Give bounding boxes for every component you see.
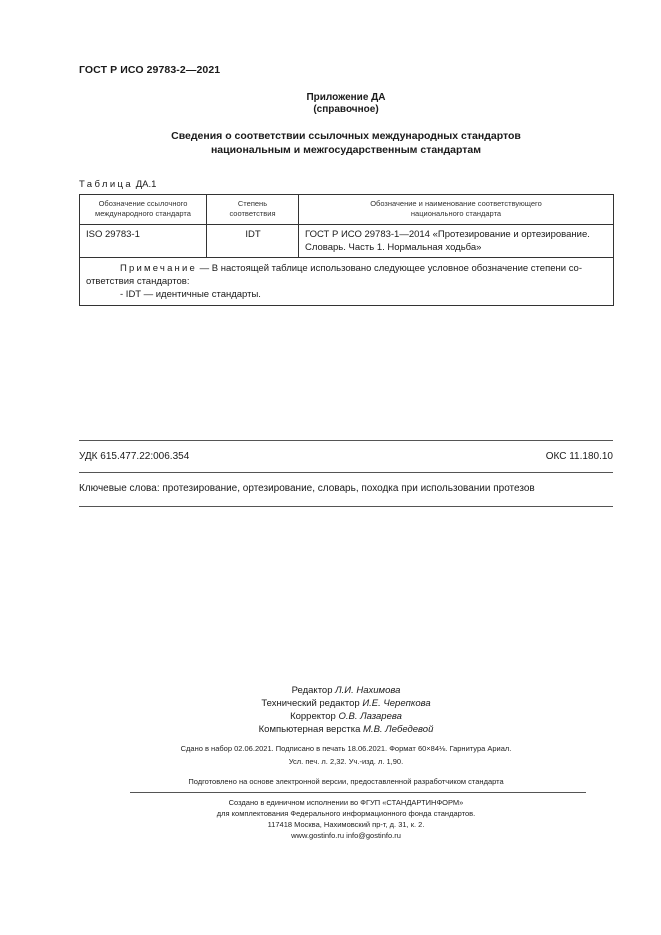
imprint-tech-editor	[79, 697, 613, 710]
header-intl-line2: международного стандарта	[95, 209, 191, 218]
note-line1	[86, 262, 607, 275]
header-intl-line1: Обозначение ссылочного	[98, 199, 188, 208]
publisher-line3: 117418 Москва, Нахимовский пр-т, д. 31, к. 2.	[267, 820, 425, 829]
note-text-1: В настоящей таблице использовано следующее условное обозначение степени со-	[211, 263, 583, 274]
document-code: ГОСТ Р ИСО 29783-2—2021	[79, 64, 221, 76]
cell-national-line2: Словарь. Часть 1. Нормальная ходьба»	[305, 242, 482, 253]
annex-title: Приложение ДА	[306, 92, 386, 103]
annex-subtitle: (справочное)	[313, 104, 379, 115]
udk-code: УДК 615.477.22:006.354	[79, 451, 190, 462]
header-national-line1: Обозначение и наименование соответствующего	[370, 199, 542, 208]
tech-editor-name: И.Е. Черепкова	[362, 698, 431, 709]
tech-editor-role: Технический редактор	[261, 698, 360, 709]
table-caption-word: Таблица	[79, 179, 134, 190]
editor-role: Редактор	[291, 685, 333, 696]
table-caption	[79, 179, 156, 190]
publisher-divider	[130, 792, 586, 793]
table-note-row	[80, 258, 614, 306]
print-info-line1: Сдано в набор 02.06.2021. Подписано в печать 18.06.2021. Формат 60×84⅛. Гарнитура Ариал.	[180, 744, 512, 753]
header-degree	[207, 195, 299, 225]
corrector-name: О.В. Лазарева	[338, 711, 402, 722]
annex-heading-line2: национальным и межгосударственным стандартам	[210, 144, 482, 156]
table-note	[80, 258, 614, 306]
cell-intl-standard: ISO 29783-1	[80, 225, 207, 258]
note-dash: —	[199, 263, 210, 274]
header-national-line2: национального стандарта	[410, 209, 502, 218]
publisher-line4: www.gostinfo.ru info@gostinfo.ru	[291, 831, 401, 840]
prepared-note: Подготовлено на основе электронной версии, предоставленной разработчиком стандарта	[188, 777, 504, 786]
note-line2: ответствия стандартов:	[86, 276, 190, 287]
header-degree-line1: Степень	[237, 199, 268, 208]
imprint-layout	[79, 723, 613, 736]
keywords: Ключевые слова: протезирование, ортезирование, словарь, походка при использовании протезов	[79, 483, 535, 494]
table-caption-number: ДА.1	[135, 179, 157, 190]
editor-name: Л.И. Нахимова	[335, 685, 401, 696]
header-intl-standard	[80, 195, 207, 225]
publisher-block	[79, 797, 613, 841]
table-header-row	[80, 195, 614, 225]
annex-heading	[79, 129, 613, 157]
header-degree-line2: соответствия	[229, 209, 276, 218]
cell-degree: IDT	[207, 225, 299, 258]
divider-top	[79, 440, 613, 441]
layout-name: М.В. Лебедевой	[363, 724, 434, 735]
table-row	[80, 225, 614, 258]
note-line3: - IDT — идентичные стандарты.	[120, 289, 261, 300]
correspondence-table	[79, 194, 614, 306]
oks-code: ОКС 11.180.10	[545, 451, 613, 462]
imprint-editor	[79, 684, 613, 697]
divider-middle	[79, 472, 613, 473]
annex-heading-line1: Сведения о соответствии ссылочных международных стандартов	[171, 130, 521, 142]
layout-role: Компьютерная верстка	[258, 724, 361, 735]
print-info-line2: Усл. печ. л. 2,32. Уч.-изд. л. 1,90.	[288, 757, 404, 766]
corrector-role: Корректор	[290, 711, 336, 722]
header-national-standard	[299, 195, 614, 225]
imprint-block	[79, 684, 613, 736]
cell-national-line1: ГОСТ Р ИСО 29783-1—2014 «Протезирование и ортезирование.	[305, 229, 590, 240]
cell-national-standard	[299, 225, 614, 258]
note-label: Примечание	[120, 263, 197, 274]
publisher-line1: Создано в единичном исполнении во ФГУП «СТАНДАРТИНФОРМ»	[228, 798, 464, 807]
publisher-line2: для комплектования Федерального информационного фонда стандартов.	[216, 809, 476, 818]
imprint-corrector	[79, 710, 613, 723]
divider-bottom	[79, 506, 613, 507]
print-info	[79, 742, 613, 768]
